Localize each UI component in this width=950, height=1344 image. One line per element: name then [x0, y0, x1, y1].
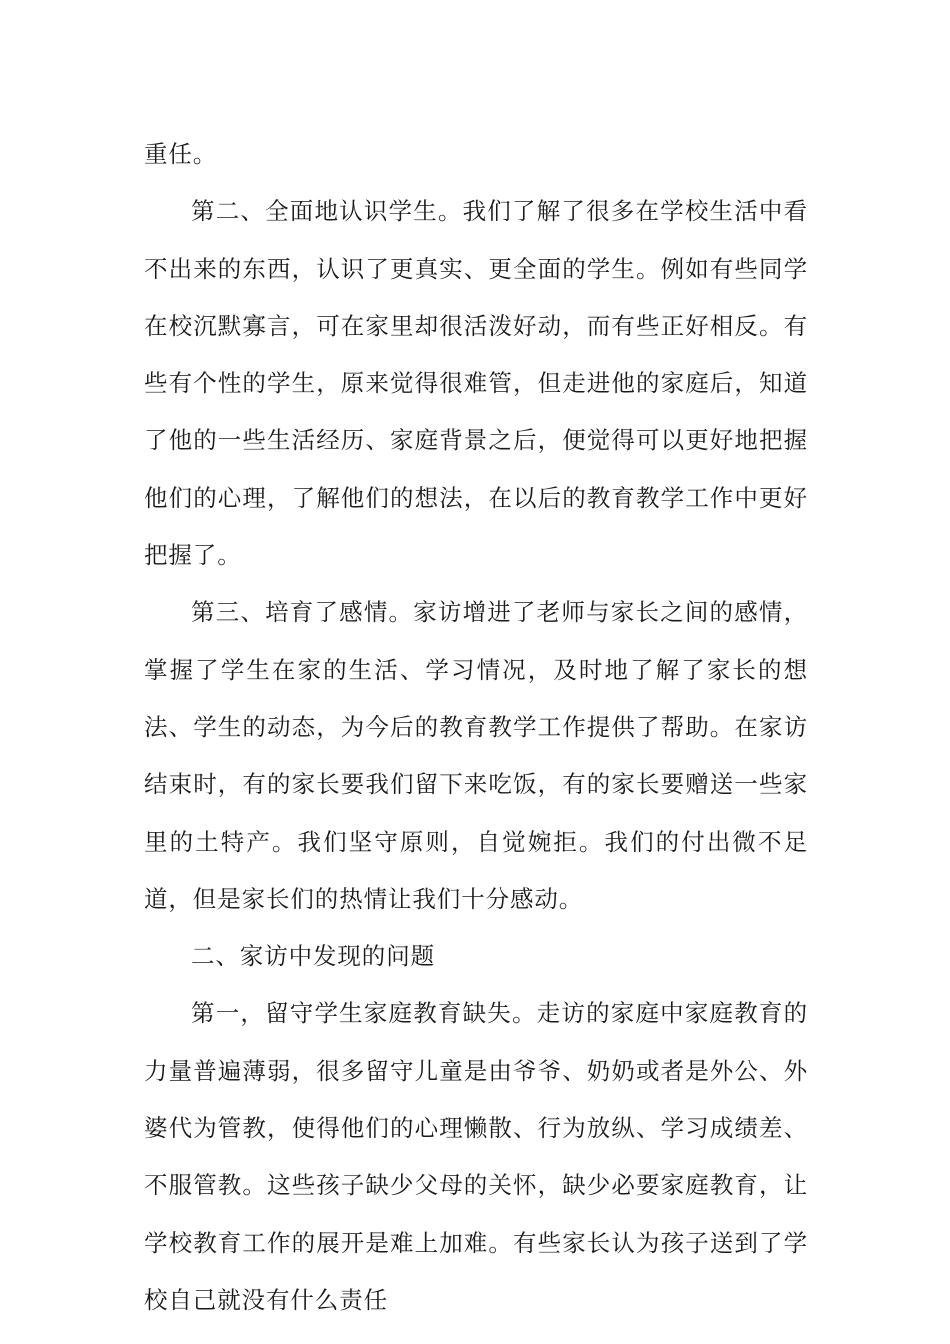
- paragraph-second-point: 第二、全面地认识学生。我们了解了很多在学校生活中看不出来的东西，认识了更真实、更全面的学生。例如有些同学在校沉默寡言，可在家里却很活泼好动，而有些正好相反。有些有个性的学生，原来觉得很难管，但走进他的家庭后，知道了他的一些生活经历、家庭背景之后，便觉得可以更好地把握他们的心理，了解他们的想法，在以后的教育教学工作中更好把握了。: [144, 197, 808, 570]
- paragraph-first-problem: 第一，留守学生家庭教育缺失。走访的家庭中家庭教育的力量普遍薄弱，很多留守儿童是由爷爷、奶奶或者是外公、外婆代为管教，使得他们的心理懒散、行为放纵、学习成绩差、不服管教。这些孩子缺少父母的关怀，缺少必要家庭教育，让学校教育工作的展开是难上加难。有些家长认为孩子送到了学校自己就没有什么责任: [144, 999, 808, 1314]
- section-heading-problems: 二、家访中发现的问题: [191, 942, 435, 971]
- body-text: [144, 126, 808, 1329]
- paragraph-third-point: 第三、培育了感情。家访增进了老师与家长之间的感情，掌握了学生在家的生活、学习情况，及时地了解了家长的想法、学生的动态，为今后的教育教学工作提供了帮助。在家访结束时，有的家长要我们留下来吃饭，有的家长要赠送一些家里的土特产。我们坚守原则，自觉婉拒。我们的付出微不足道，但是家长们的热情让我们十分感动。: [144, 598, 808, 913]
- paragraph-continuation: 重任。: [144, 140, 218, 168]
